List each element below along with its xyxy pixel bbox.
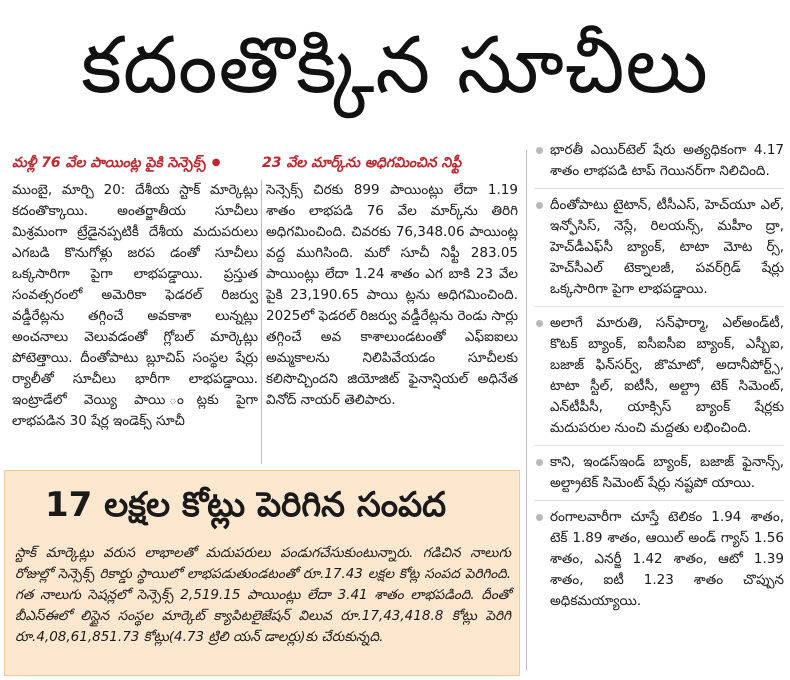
article-column-2: సెన్సెక్స్‌ చిరకు 899 పాయింట్లు లేదా 1.19 శాతం లాభపడి 76 వేల మార్క్‌ను తిరిగి అధిగమించింది. చివరకు 76,348.06 పాయింట్ల వద్ద ముగిసింది. మరో సూచీ నిఫ్టీ 283.05 పాయింట్లు లేదా 1.24 శాతం ఎగ బాకి 23 వేల పైకి 23,190.65 పాయి ట్లను అధిగమించింది. 2025లో ఫెడరల్‌ రిజర్వు వడ్డీరేట్లను రెండు సార్లు తగ్గించే అవ కాశాలుండటంతో ఎఫ్‌ఐఐలు అమ్మకాలను నిలిపివేయడం సూచీలకు కలిసొచ్చిందని జియోజిట్‌ ఫైనాన్షియల్‌ అధినేత వినోద్‌ నాయర్‌ తెలిపారు. xyxy=(266,182,518,408)
wealth-box xyxy=(4,470,520,676)
bullet-dot-icon xyxy=(536,320,543,327)
page-title: కదంతొక్కిన సూచీలు xyxy=(81,20,709,111)
bullet-item xyxy=(534,313,784,446)
bullet-text: రంగాలవారీగా చూస్తే టెలికం 1.94 శాతం, టెక్‌ 1.89 శాతం, ఆయిల్‌ అండ్‌ గ్యాస్‌ 1.56 శాతం, ఎనర్జీ 1.42 శాతం, ఆటో 1.39 శాతం, ఐటీ 1.23 శాతం చొప్పున అధికమయ్యాయి. xyxy=(550,509,784,609)
bullet-text: భారతీ ఎయిర్‌టెల్‌ షేరు అత్యధికంగా 4.17 శాతం లాభపడి టాప్‌ గెయినర్‌గా నిలిచింది. xyxy=(550,142,784,179)
bullet-dot-icon xyxy=(536,202,543,209)
bullet-dot-icon xyxy=(536,147,543,154)
bullet-text: కాని, ఇండస్‌ఇండ్‌ బ్యాంక్‌, బజాజ్‌ ఫైనాన్స్‌, అల్ట్రాటెక్‌ సిమెంట్‌ షేర్లు నష్టపో యాయి. xyxy=(550,454,784,491)
bullet-dot-icon xyxy=(536,514,543,521)
bullet-text: దీంతోపాటు టైటాన్‌, టీసీఎస్‌, హెచ్‌యూ ఎల్‌, ఇన్ఫోసిస్‌, నెస్లే, రిలయన్స్‌, మహీం ద్రా, హెచ్‌డీఎఫ్‌సీ బ్యాంక్‌, టాటా మోట ర్స్‌, హెచ్‌సీఎల్‌ టెక్నాలజీ, పవర్‌గ్రిడ్‌ షేర్లు ఒక్కసారిగా పైగా లాభపడ్డాయి. xyxy=(550,197,784,297)
bullet-item xyxy=(534,140,784,189)
wealth-box-body: స్టాక్‌ మార్కెట్లు వరుస లాభాలతో మదుపరులు పండుగచేసుకుంటున్నారు. గడిచిన నాలుగు రోజుల్లో సెన్సెక్స్‌ రికార్డు స్థాయిలో లాభపడుతుండటంతో రూ.17.43 లక్షల కోట్ల సంపద పెరిగింది. గత నాలుగు సెషన్లలో సెన్సెక్స్‌ 2,519.15 పాయింట్లు లేదా 3.41 శాతం లాభపడింది. దీంతో బీఎస్‌ఈలో లిస్టైన సంస్థల మార్కెట్‌ క్యాపిటలైజేషన్‌ విలువ రూ.17,43,418.8 కోట్లు పెరిగి రూ.4,08,61,851.73 కోట్లు(4.73 ట్రిలి యన్‌ డాలర్లు)కు చేరుకున్నది. xyxy=(15,545,511,645)
subheadline-sensex-text: మళ్లీ 76 వేల పాయింట్ల పైకి సెన్సెక్స్‌ xyxy=(12,155,206,171)
article-column-1: ముంబై, మార్చి 20: దేశీయ స్టాక్‌ మార్కెట్లు కదంతొక్కాయి. అంతర్జాతీయ సూచీలు మిశ్రమంగా ట్రేడైనప్పటికీ దేశీయ మదుపరులు ఎగబడి కొనుగోళ్లు జరప డంతో సూచీలు ఒక్కసారిగా పైగా లాభపడ్డాయి. ప్రస్తుత సంవత్సరంలో అమెరికా ఫెడరల్‌ రిజర్వు వడ్డీరేట్లను తగ్గించే అవకాశా లున్నట్లు అంచనాలు వెలువడంతో గ్లోబల్‌ మార్కెట్లు పోటెత్తాయి. దీంతోపాటు బ్లూచిప్‌ సంస్థల షేర్లు ర్యాలీతో సూచీలు భారీగా లాభపడ్డాయి. ఇంట్రాడేలో వెయ్యి పాయి ంట్లకు పైగా లాభపడిన 30 షేర్ల ఇండెక్స్‌ సూచీ xyxy=(12,182,258,429)
bullet-item xyxy=(534,452,784,501)
bullet-dot-icon xyxy=(536,459,543,466)
column-divider xyxy=(526,150,527,670)
subheadline-nifty: 23 వేల మార్క్‌ను అధిగమించిన నిఫ్టీ xyxy=(262,155,462,171)
bullet-icon: ● xyxy=(211,157,221,168)
subheadline-sensex xyxy=(12,152,270,174)
column-divider xyxy=(261,180,262,464)
bullet-list xyxy=(534,140,784,670)
bullet-text: అలాగే మారుతి, సన్‌ఫార్మా, ఎల్‌అండ్‌టీ, కొటక్‌ బ్యాంక్‌, ఐసీఐసీఐ బ్యాంక్‌, ఎస్బీఐ, బజాజ్‌ ఫిన్‌సర్వ్‌, జొమాటో, అదానీపోర్ట్స్‌, టాటా స్టీల్‌, ఐటీసీ, అల్ట్రా టెక్‌ సిమెంట్‌, ఎన్‌టీపీసీ, యాక్సిస్‌ బ్యాంక్‌ షేర్లకు మదుపరుల నుంచి మద్దతు లభించింది. xyxy=(550,315,784,436)
wealth-box-title: 17 లక్షల కోట్లు పెరిగిన సంపద xyxy=(45,485,447,525)
bullet-item xyxy=(534,195,784,307)
bullet-item xyxy=(534,507,784,618)
